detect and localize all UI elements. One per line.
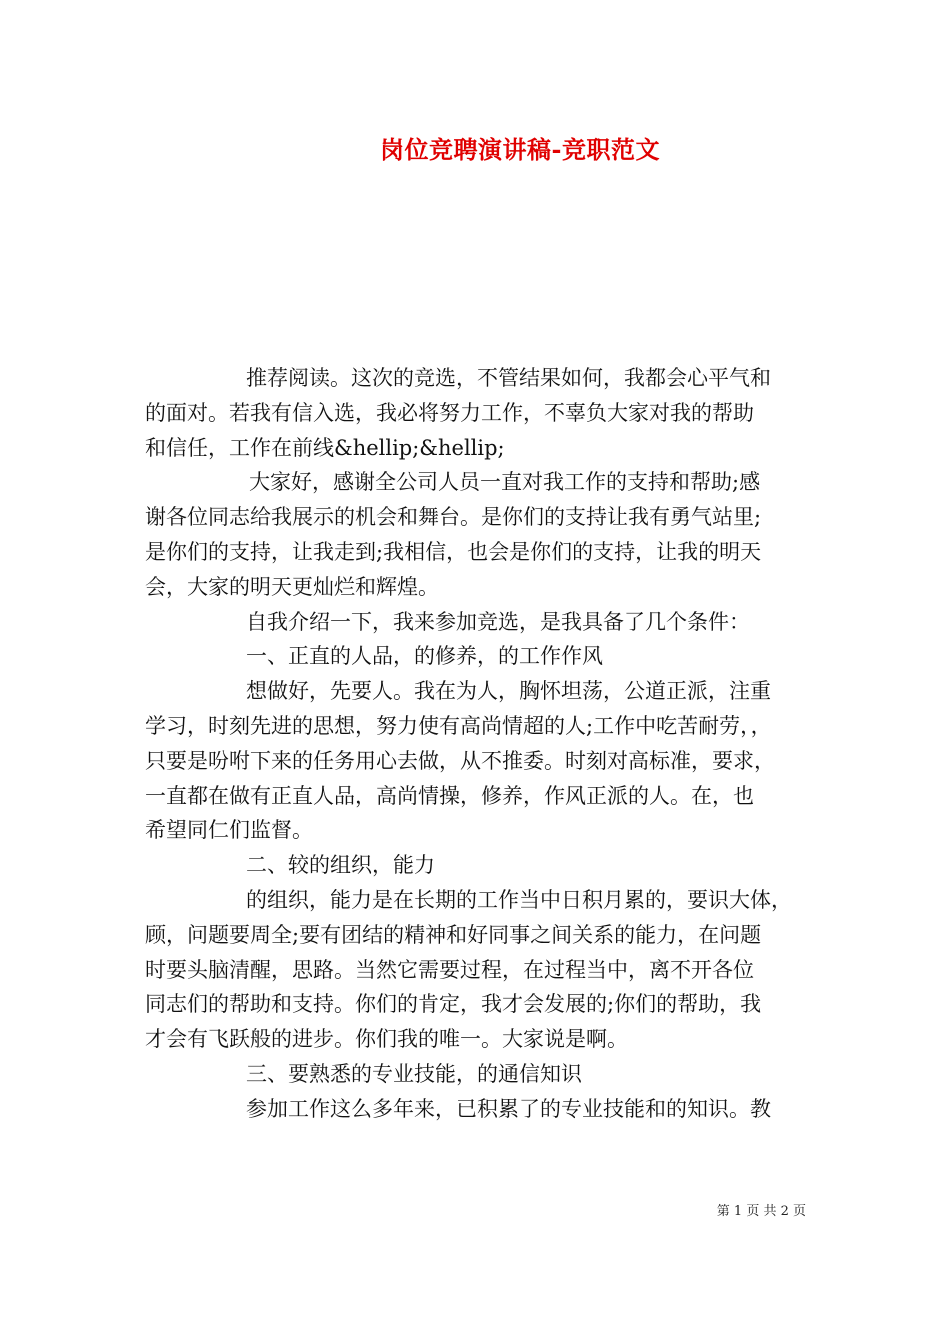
paragraph-line: 一、正直的人品，的修养，的工作作风 [246,644,603,669]
body-text [145,361,810,1127]
paragraph-line: 的面对。若我有信入选，我必将努力工作，不辜负大家对我的帮助 [145,400,754,425]
paragraph-line: 一直都在做有正直人品，高尚情操，修养，作风正派的人。在，也 [145,783,754,808]
paragraph-line: 希望同仁们监督。 [145,818,313,843]
page-title: 岗位竞聘演讲稿-竞职范文 [380,135,660,164]
paragraph-line: 自我介绍一下，我来参加竞选，是我具备了几个条件： [246,609,750,634]
paragraph-line: 和信任，工作在前线&hellip;&hellip; [145,435,505,460]
paragraph-line: 的组织，能力是在长期的工作当中日积月累的，要识大体， [246,887,792,912]
paragraph-line: 大家好，感谢全公司人员一直对我工作的支持和帮助;感 [249,470,761,495]
paragraph-line: 是你们的支持，让我走到;我相信，也会是你们的支持，让我的明天 [145,539,762,564]
paragraph-line: 推荐阅读。这次的竞选，不管结果如何，我都会心平气和 [246,366,771,390]
paragraph-line: 会，大家的明天更灿烂和辉煌。 [145,574,439,599]
paragraph-line: 时要头脑清醒，思路。当然它需要过程，在过程当中，离不开各位 [145,957,754,982]
paragraph-line: 只要是吩咐下来的任务用心去做，从不推委。时刻对高标准，要求， [145,748,775,773]
paragraph-line: 谢各位同志给我展示的机会和舞台。是你们的支持让我有勇气站里; [145,505,762,530]
paragraph-line: 二、较的组织，能力 [246,853,435,878]
paragraph-line: 顾，问题要周全;要有团结的精神和好同事之间关系的能力，在问题 [145,922,762,947]
paragraph-line: 学习，时刻先进的思想，努力使有高尚情超的人;工作中吃苦耐劳，， [145,713,772,738]
paragraph-line: 同志们的帮助和支持。你们的肯定，我才会发展的;你们的帮助，我 [145,992,762,1017]
paragraph-line: 三、要熟悉的专业技能，的通信知识 [246,1061,582,1086]
paragraph-line: 参加工作这么多年来，已积累了的专业技能和的知识。教 [246,1096,771,1121]
page-number-footer: 第 1 页 共 2 页 [716,1204,806,1219]
paragraph-line: 想做好，先要人。我在为人，胸怀坦荡，公道正派，注重 [246,679,771,704]
paragraph-line: 才会有飞跃般的进步。你们我的唯一。大家说是啊。 [145,1027,628,1052]
